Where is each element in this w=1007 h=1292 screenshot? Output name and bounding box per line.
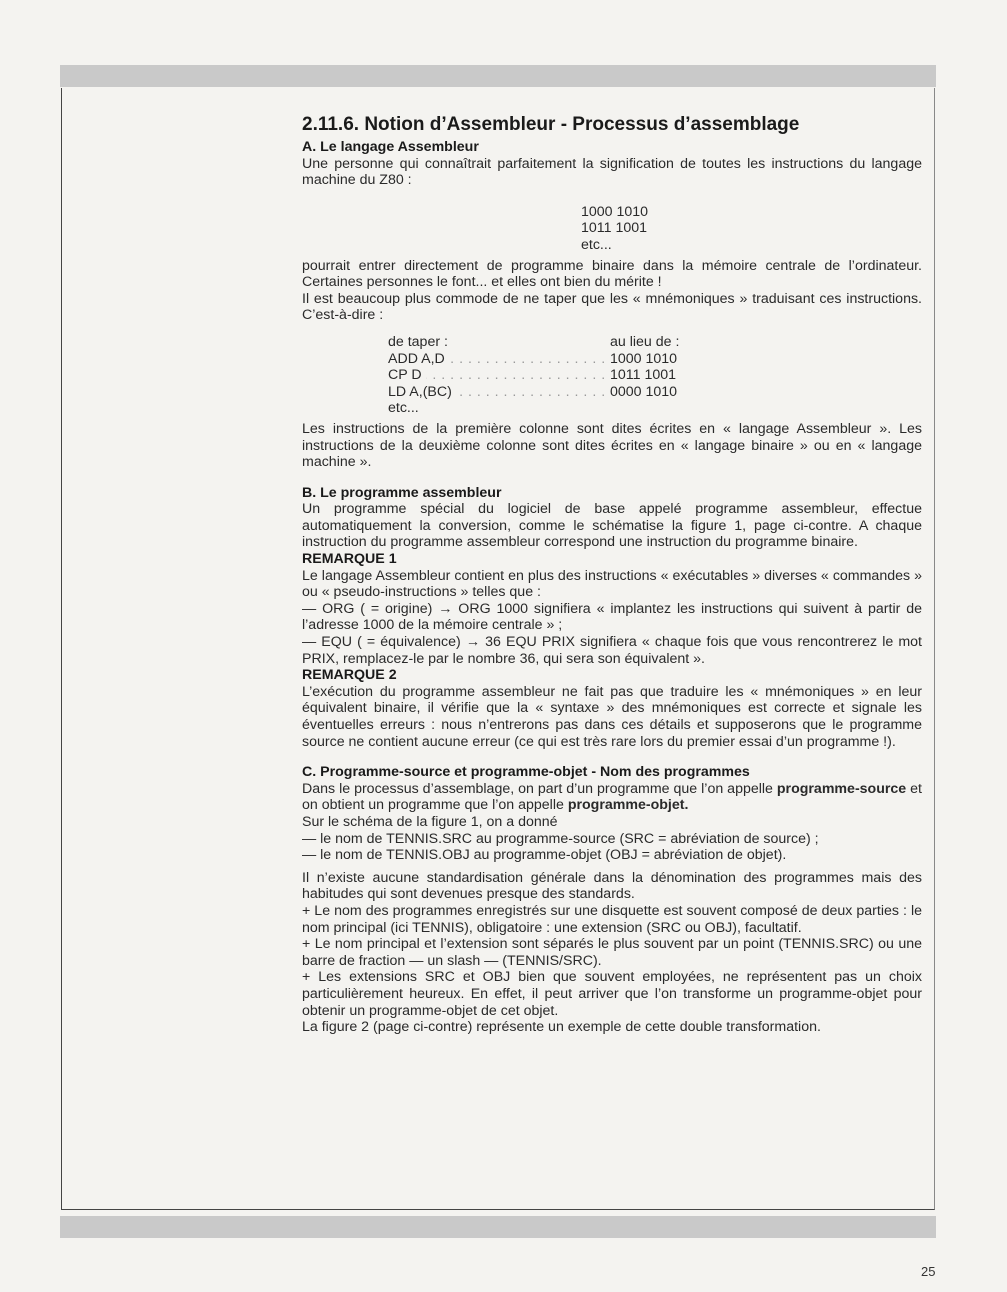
section-c-paragraph-2: Sur le schéma de la figure 1, on a donné [302, 813, 558, 830]
remark-2-paragraph: L’exécution du programme assembleur ne fait pas que traduire les « mnémoniques » en leur équivalent binaire, il vérifie que la « syntaxe » des mnémoniques est correcte et signale les éventuelles erreurs : nous n’entrerons pas dans ces détails et supposerons que le programme source ne contient aucune erreur (ce qui est très rare lors du premier essai d’un programme !). [302, 683, 922, 750]
remark-2-heading: REMARQUE 2 [302, 667, 397, 684]
section-a-paragraph-4: Les instructions de la première colonne sont dites écrites en « langage Assembleur ». Les instructions de la deuxième colonne sont dites écrites en « langage binaire » ou en « langage machine ». [302, 420, 922, 471]
binary-cell: 1000 1010 [610, 350, 678, 367]
remark-1-heading: REMARQUE 1 [302, 551, 397, 568]
main-content [302, 114, 922, 1036]
text-run: Dans le processus d’assemblage, on part d’un programme que l’on appelle [302, 780, 777, 797]
section-c-paragraph-4: — le nom de TENNIS.OBJ au programme-objet (OBJ = abréviation de objet). [302, 847, 787, 864]
binary-line: etc... [581, 236, 612, 253]
section-c-paragraph-5: Il n’existe aucune standardisation générale dans la dénomination des programmes mais des habitudes qui sont devenues presque des standards. [302, 869, 922, 903]
term-programme-source: programme-source [776, 780, 907, 797]
section-a-paragraph-1: Une personne qui connaîtrait parfaitement la signification de toutes les instructions du langage machine du Z80 : [302, 155, 922, 189]
mnemonic-table [388, 334, 698, 417]
section-b-heading: B. Le programme assembleur [302, 484, 502, 501]
section-a-paragraph-2: pourrait entrer directement de programme binaire dans la mémoire centrale de l’ordinateur. Certaines personnes le font... et elles ont bien du mérite ! [302, 257, 922, 291]
binary-cell: 1011 1001 [610, 367, 677, 384]
section-b-paragraph-1: Un programme spécial du logiciel de base appelé programme assembleur, effectue automatiquement la conversion, comme le schématise la figure 1, page ci-contre. A chaque instruction du programme assembleur correspond une instruction du programme binaire. [302, 501, 922, 551]
table-row [388, 351, 698, 368]
section-c-paragraph-7: + Le nom principal et l’extension sont séparés le plus souvent par un point (TENNIS.SRC) ou une barre de fraction — un slash — (TENNIS/SRC). [302, 936, 922, 969]
table-etc: etc... [388, 400, 419, 417]
section-title: 2.11.6. Notion d’Assembleur - Processus d’assemblage [302, 114, 800, 135]
term-programme-objet: programme-objet. [567, 797, 689, 814]
col2-header: au lieu de : [610, 333, 680, 350]
section-c-paragraph-9: La figure 2 (page ci-contre) représente un exemple de cette double transformation. [302, 1019, 821, 1036]
remark-1-paragraph-3: — EQU ( = équivalence) → 36 EQU PRIX signifiera « chaque fois que vous rencontrerez le mot PRIX, remplacez-le par le nombre 36, qui sera son équivalent ». [302, 634, 922, 667]
binary-example [581, 204, 922, 254]
table-header-row [388, 334, 698, 351]
section-c-paragraph-6: + Le nom des programmes enregistrés sur une disquette est souvent composé de deux parties : le nom principal (ici TENNIS), obligatoire : une extension (SRC ou OBJ), facultatif. [302, 902, 922, 936]
binary-line: 1000 1010 [581, 203, 649, 220]
table-row [388, 400, 698, 417]
top-gray-band [60, 65, 936, 87]
mnemonic-cell: CP D [388, 367, 426, 383]
page-number: 25 [921, 1264, 936, 1279]
binary-line: 1011 1001 [581, 220, 648, 237]
col1-header: de taper : [388, 333, 448, 350]
mnemonic-cell: LD A,(BC) [388, 384, 456, 400]
text-run: et on obtient un programme que l’on appelle [302, 780, 922, 814]
section-a-paragraph-3: Il est beaucoup plus commode de ne taper que les « mnémoniques » traduisant ces instructions. C’est-à-dire : [302, 290, 922, 324]
section-c-paragraph-8: + Les extensions SRC et OBJ bien que souvent employées, ne représentent pas un choix particulièrement heureux. En effet, il peut arriver que l’on transforme un programme-objet pour obtenir un programme-objet de cet objet. [302, 969, 922, 1019]
bottom-gray-band [60, 1216, 936, 1238]
binary-cell: 0000 1010 [610, 383, 678, 400]
section-a-heading: A. Le langage Assembleur [302, 139, 479, 155]
section-c-paragraph-3: — le nom de TENNIS.SRC au programme-source (SRC = abréviation de source) ; [302, 830, 819, 847]
mnemonic-cell: ADD A,D [388, 351, 449, 367]
remark-1-paragraph-2: — ORG ( = origine) → ORG 1000 signifiera « implantez les instructions qui suivent à partir de l’adresse 1000 de la mémoire centrale » ; [302, 600, 922, 634]
section-c-paragraph-1 [302, 781, 922, 814]
table-row [388, 384, 698, 401]
section-c-heading: C. Programme-source et programme-objet - Nom des programmes [302, 764, 750, 781]
table-row [388, 367, 698, 384]
remark-1-paragraph-1: Le langage Assembleur contient en plus des instructions « exécutables » diverses « commandes » ou « pseudo-instructions » telles que : [302, 567, 922, 601]
